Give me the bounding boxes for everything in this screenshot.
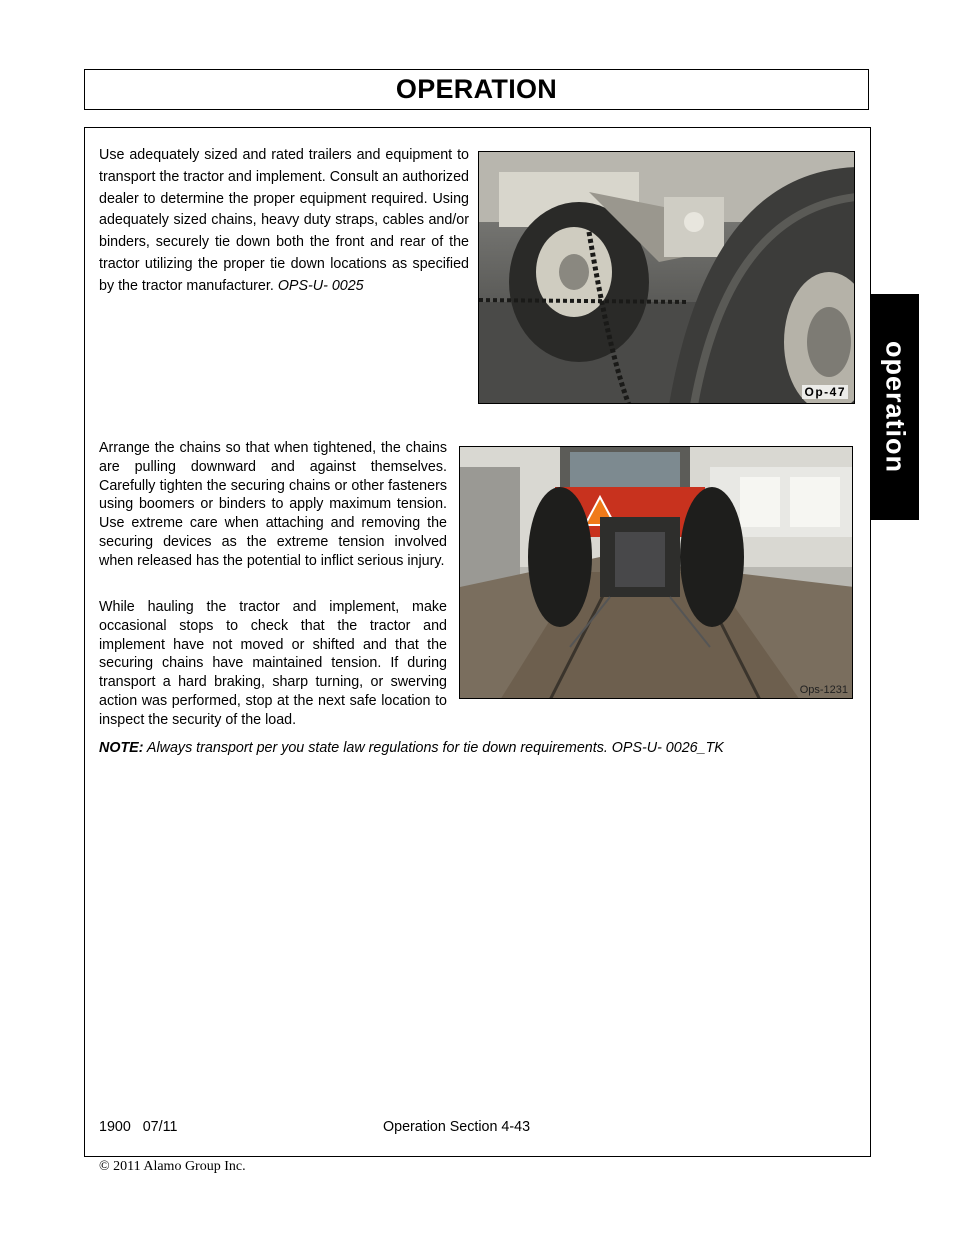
header-box (84, 69, 869, 110)
note-label: NOTE: (99, 740, 144, 756)
tie-down-photo (478, 151, 855, 404)
transport-instructions-text: Use adequately sized and rated trailers and equipment to transport the tractor and implement. Consult an authorized dealer to determine the proper equipment required. Using adequately sized chains, heavy duty straps, cables and/or binders, securely tie down both the front and rear of the tractor utilizing the proper tie down locations as specified by the tractor manufacturer. (99, 147, 469, 294)
hauling-instructions: While hauling the tractor and implement, make occasional stops to check that the tractor and implement have not moved or shifted and that the securing chains have maintained tension. If during transport a hard braking, sharp turning, or swerving action was performed, stop at the next safe location to inspect the security of the load. (99, 599, 447, 728)
footer-model-date: 1900 07/11 (99, 1119, 178, 1135)
copyright: © 2011 Alamo Group Inc. (99, 1159, 246, 1174)
note (99, 738, 859, 758)
transport-instructions (99, 145, 469, 298)
transport-ref-code: OPS-U- 0025 (277, 277, 364, 294)
chain-instructions: Arrange the chains so that when tightened, the chains are pulling downward and against themselves. Carefully tighten the securing chains or other fasteners using boomers or binders to apply maximum tension. Use extreme care when attaching and removing the securing devices as the extreme tension involved when released has the potential to inflict serious injury. (99, 440, 447, 569)
footer-page-number: Operation Section 4-43 (383, 1119, 531, 1135)
figure-label-op-47: Op-47 (804, 385, 846, 399)
tie-down-photo-image (479, 152, 855, 404)
tractor-trailer-photo (459, 446, 853, 699)
tractor-trailer-photo-image (460, 447, 853, 699)
note-text: Always transport per you state law regulations for tie down requirements. OPS-U- 0026_TK (143, 740, 724, 756)
side-tab (870, 294, 919, 520)
figure-label-ops-1231: Ops-1231 (799, 684, 848, 696)
side-tab-label: operation (880, 340, 910, 474)
page-title: OPERATION (395, 74, 558, 104)
